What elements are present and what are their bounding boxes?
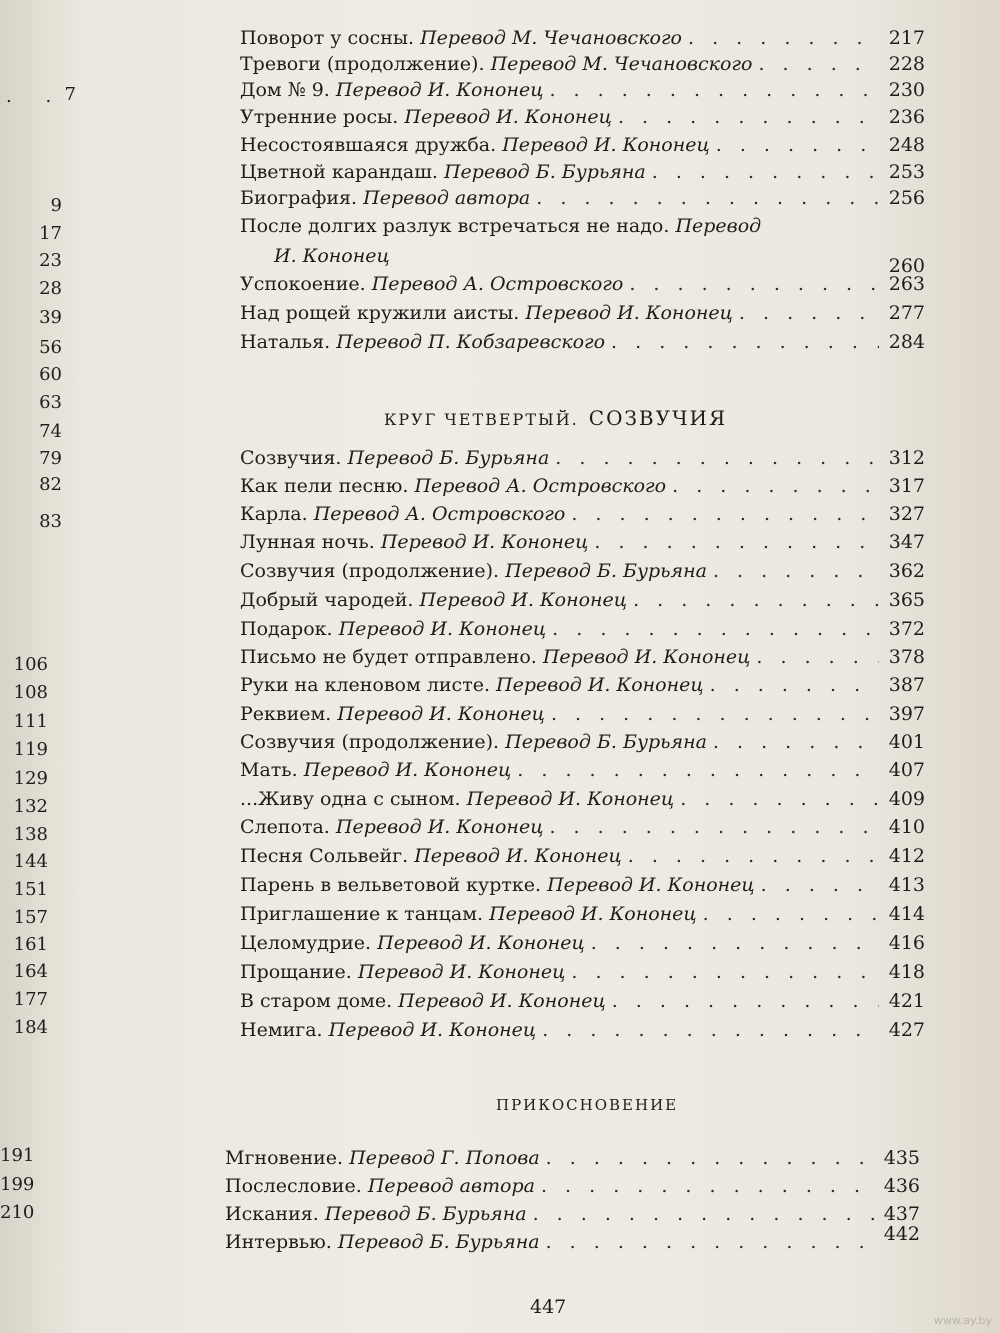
entry-translator: Перевод М. Чечановского (490, 53, 753, 75)
toc-entry (240, 931, 925, 955)
entry-title: Мгновение. (225, 1147, 344, 1169)
left-page-number: 17 (39, 223, 62, 244)
entry-page: 284 (888, 331, 925, 353)
entry-translator: Перевод Б. Бурьяна (337, 1231, 540, 1253)
left-page-number: 177 (13, 989, 48, 1010)
leader-dots (511, 758, 879, 782)
leader-dots (704, 673, 879, 697)
toc-entry (240, 617, 925, 641)
entry-page: 230 (888, 79, 925, 101)
left-page-number: 108 (13, 682, 48, 703)
entry-title: Созвучия (продолжение). (240, 560, 500, 582)
left-page-number: 119 (13, 739, 48, 760)
section-heading: ПРИКОСНОВЕНИЕ (496, 1096, 679, 1114)
left-page-number: 132 (13, 796, 48, 817)
entry-translator: Перевод И. Кононец (419, 589, 628, 611)
entry-translator: Перевод Б. Бурьяна (505, 560, 707, 582)
left-page-number: 82 (39, 474, 62, 495)
toc-entry (240, 588, 925, 612)
entry-page: 236 (888, 106, 925, 128)
entry-translator: Перевод П. Кобзаревского (336, 331, 606, 353)
toc-entry (240, 474, 925, 498)
leader-dots (710, 133, 879, 157)
left-page-number: 191 (0, 1145, 35, 1166)
toc-entry (240, 26, 925, 50)
toc-entry (240, 78, 925, 102)
entry-translator: Перевод Б. Бурьяна (505, 731, 707, 753)
entry-translator: Перевод Б. Бурьяна (324, 1203, 527, 1225)
entry-title: Мать. (240, 759, 298, 781)
entry-page: 317 (888, 475, 925, 497)
left-page-number: 60 (39, 364, 62, 385)
entry-title: Биография. (240, 187, 358, 209)
entry-translator: Перевод И. Кононец (380, 531, 589, 553)
leader-dots (646, 160, 879, 184)
entry-title: Интервью. (225, 1231, 332, 1253)
entry-title: Руки на кленовом листе. (240, 674, 490, 696)
toc-entry (240, 787, 925, 811)
left-page-number: 151 (13, 879, 48, 900)
entry-page: 414 (888, 903, 925, 925)
entry-page: 365 (888, 589, 925, 611)
leader-dots (530, 186, 879, 210)
leader-dots (546, 617, 879, 641)
entry-title: Поворот у сосны. (240, 27, 415, 49)
entry-page: 442 (883, 1223, 920, 1245)
entry-title: Несостоявшаяся дружба. (240, 134, 497, 156)
leader-dots (674, 787, 879, 811)
leader-dots (606, 989, 879, 1013)
entry-translator: Перевод Г. Попова (349, 1147, 540, 1169)
entry-page: 263 (888, 273, 925, 295)
entry-page: 347 (888, 531, 925, 553)
leader-dots (622, 844, 879, 868)
entry-page: 378 (888, 646, 925, 668)
entry-page: 436 (883, 1175, 920, 1197)
entry-title: Утренние росы. (240, 106, 399, 128)
entry-translator: Перевод И. Кононец (303, 759, 512, 781)
page-number: 447 (530, 1296, 567, 1318)
toc-entry (240, 758, 925, 782)
toc-entry-continuation (240, 244, 925, 277)
toc-entry (240, 730, 925, 754)
entry-translator: Перевод И. Кононец (502, 134, 710, 156)
entry-page: 416 (888, 932, 925, 954)
leader-dots (605, 330, 879, 354)
toc-entry (240, 902, 925, 926)
entry-translator: Перевод И. Кононец (547, 874, 755, 896)
section-heading-title: СОЗВУЧИЯ (588, 406, 728, 430)
entry-title: После долгих разлук встречаться не надо. (240, 215, 670, 237)
leader-dots (536, 1018, 879, 1042)
entry-page: 427 (888, 1019, 925, 1041)
leader-dots (623, 272, 879, 296)
left-page-number: 56 (39, 337, 62, 358)
toc-entry (240, 815, 925, 839)
toc-entry (240, 844, 925, 868)
entry-translator: Перевод (675, 215, 762, 237)
entry-translator: И. Кононец (274, 245, 390, 267)
section-heading-prefix: КРУГ ЧЕТВЕРТЫЙ. (384, 410, 579, 429)
entry-title: Реквием. (240, 703, 332, 725)
left-dots: . . (6, 86, 66, 107)
left-page-number: 63 (39, 392, 62, 413)
leader-dots (565, 960, 879, 984)
leader-dots (540, 1230, 874, 1254)
leader-dots (549, 446, 879, 470)
left-page-number: 144 (13, 851, 48, 872)
entry-translator: Перевод Б. Бурьяна (347, 447, 550, 469)
toc-entry (240, 186, 925, 210)
left-page-number: 157 (13, 907, 48, 928)
toc-entry (225, 1202, 920, 1226)
left-page-number: 9 (50, 195, 62, 216)
toc-entry (240, 105, 925, 129)
toc-entry (240, 133, 925, 157)
entry-title: Созвучия. (240, 447, 342, 469)
entry-title: Приглашение к танцам. (240, 903, 484, 925)
entry-translator: Перевод И. Кононец (398, 990, 606, 1012)
entry-translator: Перевод А. Островского (371, 273, 624, 295)
left-page-number: 106 (13, 654, 48, 675)
entry-title: ...Живу одна с сыном. (240, 788, 461, 810)
entry-translator: Перевод И. Кононец (377, 932, 585, 954)
entry-title: Прощание. (240, 961, 352, 983)
left-page-number: 28 (39, 278, 62, 299)
toc-entry (240, 873, 925, 897)
entry-translator: Перевод И. Кононец (404, 106, 612, 128)
entry-title: В старом доме. (240, 990, 393, 1012)
entry-page: 256 (888, 187, 925, 209)
entry-title: Слепота. (240, 816, 330, 838)
entry-page: 410 (888, 816, 925, 838)
entry-page: 248 (888, 134, 925, 156)
entry-title: Карла. (240, 503, 308, 525)
entry-page: 421 (888, 990, 925, 1012)
toc-entry (240, 530, 925, 554)
left-page-number: 210 (0, 1202, 35, 1223)
entry-translator: Перевод И. Кононец (335, 816, 544, 838)
leader-dots (750, 645, 879, 669)
entry-page: 397 (888, 703, 925, 725)
leader-dots (543, 815, 879, 839)
left-page-number: 79 (39, 448, 62, 469)
leader-dots (585, 931, 879, 955)
entry-translator: Перевод И. Кононец (328, 1019, 537, 1041)
entry-title: Парень в вельветовой куртке. (240, 874, 542, 896)
left-page-number: 23 (39, 250, 62, 271)
entry-title: Дом № 9. (240, 79, 330, 101)
left-page-number: 39 (39, 307, 62, 328)
toc-entry (225, 1223, 920, 1254)
toc-entry (240, 160, 925, 184)
left-page-number: 161 (13, 934, 48, 955)
entry-page: 260 (888, 255, 925, 277)
entry-title: Целомудрие. (240, 932, 372, 954)
entry-page: 228 (888, 53, 925, 75)
leader-dots (588, 530, 879, 554)
toc-entry (240, 301, 925, 325)
entry-translator: Перевод автора (363, 187, 531, 209)
toc-entry (240, 989, 925, 1013)
entry-title: Лунная ночь. (240, 531, 375, 553)
entry-page: 362 (888, 560, 925, 582)
entry-title: Тревоги (продолжение). (240, 53, 485, 75)
entry-page: 253 (888, 161, 925, 183)
entry-translator: Перевод И. Кононец (542, 646, 751, 668)
left-page-column (0, 0, 90, 1333)
leader-dots (755, 873, 879, 897)
entry-translator: Перевод А. Островского (313, 503, 566, 525)
entry-title: Успокоение. (240, 273, 366, 295)
toc-entry (240, 502, 925, 526)
entry-translator: Перевод И. Кононец (337, 703, 545, 725)
entry-title: Подарок. (240, 618, 333, 640)
entry-page: 277 (888, 302, 925, 324)
entry-page: 413 (888, 874, 925, 896)
entry-translator: Перевод А. Островского (414, 475, 667, 497)
leader-dots (540, 1146, 874, 1170)
entry-translator: Перевод И. Кононец (335, 79, 544, 101)
toc-entry (240, 272, 925, 296)
left-page-number: 184 (13, 1017, 48, 1038)
left-page-number: 164 (13, 961, 48, 982)
entry-page: 312 (888, 447, 925, 469)
entry-page: 437 (883, 1203, 920, 1225)
leader-dots (535, 1174, 874, 1198)
entry-page: 387 (888, 674, 925, 696)
watermark: www.ay.by (933, 1314, 992, 1327)
entry-translator: Перевод И. Кононец (338, 618, 547, 640)
entry-page: 217 (888, 27, 925, 49)
toc-entry (240, 330, 925, 354)
leader-dots (612, 105, 879, 129)
entry-title: Как пели песню. (240, 475, 409, 497)
leader-dots (697, 902, 879, 926)
toc-entry (240, 702, 925, 726)
left-page-number: 199 (0, 1174, 35, 1195)
leader-dots (527, 1202, 874, 1226)
leader-dots (627, 588, 879, 612)
entry-title: Наталья. (240, 331, 331, 353)
leader-dots (543, 78, 879, 102)
entry-title: Цветной карандаш. (240, 161, 438, 183)
leader-dots (565, 502, 879, 526)
entry-title: Послесловие. (225, 1175, 362, 1197)
entry-translator: Перевод И. Кононец (496, 674, 704, 696)
entry-page: 409 (888, 788, 925, 810)
entry-title: Песня Сольвейг. (240, 845, 409, 867)
entry-page: 412 (888, 845, 925, 867)
toc-entry (225, 1146, 920, 1170)
entry-title: Искания. (225, 1203, 319, 1225)
entry-translator: Перевод И. Кононец (525, 302, 733, 324)
leader-dots (545, 702, 879, 726)
left-page-number: 83 (39, 511, 62, 532)
toc-entry (240, 446, 925, 470)
leader-dots (733, 301, 879, 325)
entry-translator: Перевод И. Кононец (466, 788, 675, 810)
left-page-number: 7 (64, 84, 76, 105)
toc-entry (240, 1018, 925, 1042)
entry-title: Письмо не будет отправлено. (240, 646, 537, 668)
toc-entry (240, 673, 925, 697)
leader-dots (752, 52, 879, 76)
entry-page: 327 (888, 503, 925, 525)
toc-entry (225, 1174, 920, 1198)
entry-translator: Перевод автора (367, 1175, 535, 1197)
left-page-number: 111 (13, 711, 48, 732)
toc-entry (240, 52, 925, 76)
left-page-number: 74 (39, 421, 62, 442)
entry-title: Созвучия (продолжение). (240, 731, 500, 753)
section-heading (384, 406, 727, 430)
entry-translator: Перевод М. Чечановского (420, 27, 682, 49)
toc-entry (240, 645, 925, 669)
toc-entry (240, 559, 925, 583)
left-page-number: 129 (13, 768, 48, 789)
entry-translator: Перевод И. Кононец (357, 961, 566, 983)
leader-dots (682, 26, 879, 50)
leader-dots (707, 559, 879, 583)
entry-page: 418 (888, 961, 925, 983)
toc-entry-first-line (240, 214, 925, 238)
entry-title: Добрый чародей. (240, 589, 414, 611)
entry-page: 372 (888, 618, 925, 640)
entry-title: Немига. (240, 1019, 323, 1041)
entry-title: Над рощей кружили аисты. (240, 302, 520, 324)
leader-dots (707, 730, 879, 754)
entry-page: 435 (883, 1147, 920, 1169)
entry-translator: Перевод И. Кононец (414, 845, 622, 867)
left-page-number: 138 (13, 824, 48, 845)
entry-translator: Перевод Б. Бурьяна (443, 161, 646, 183)
toc-entry (240, 960, 925, 984)
entry-page: 407 (888, 759, 925, 781)
leader-dots (666, 474, 879, 498)
entry-translator: Перевод И. Кононец (489, 903, 697, 925)
entry-page: 401 (888, 731, 925, 753)
